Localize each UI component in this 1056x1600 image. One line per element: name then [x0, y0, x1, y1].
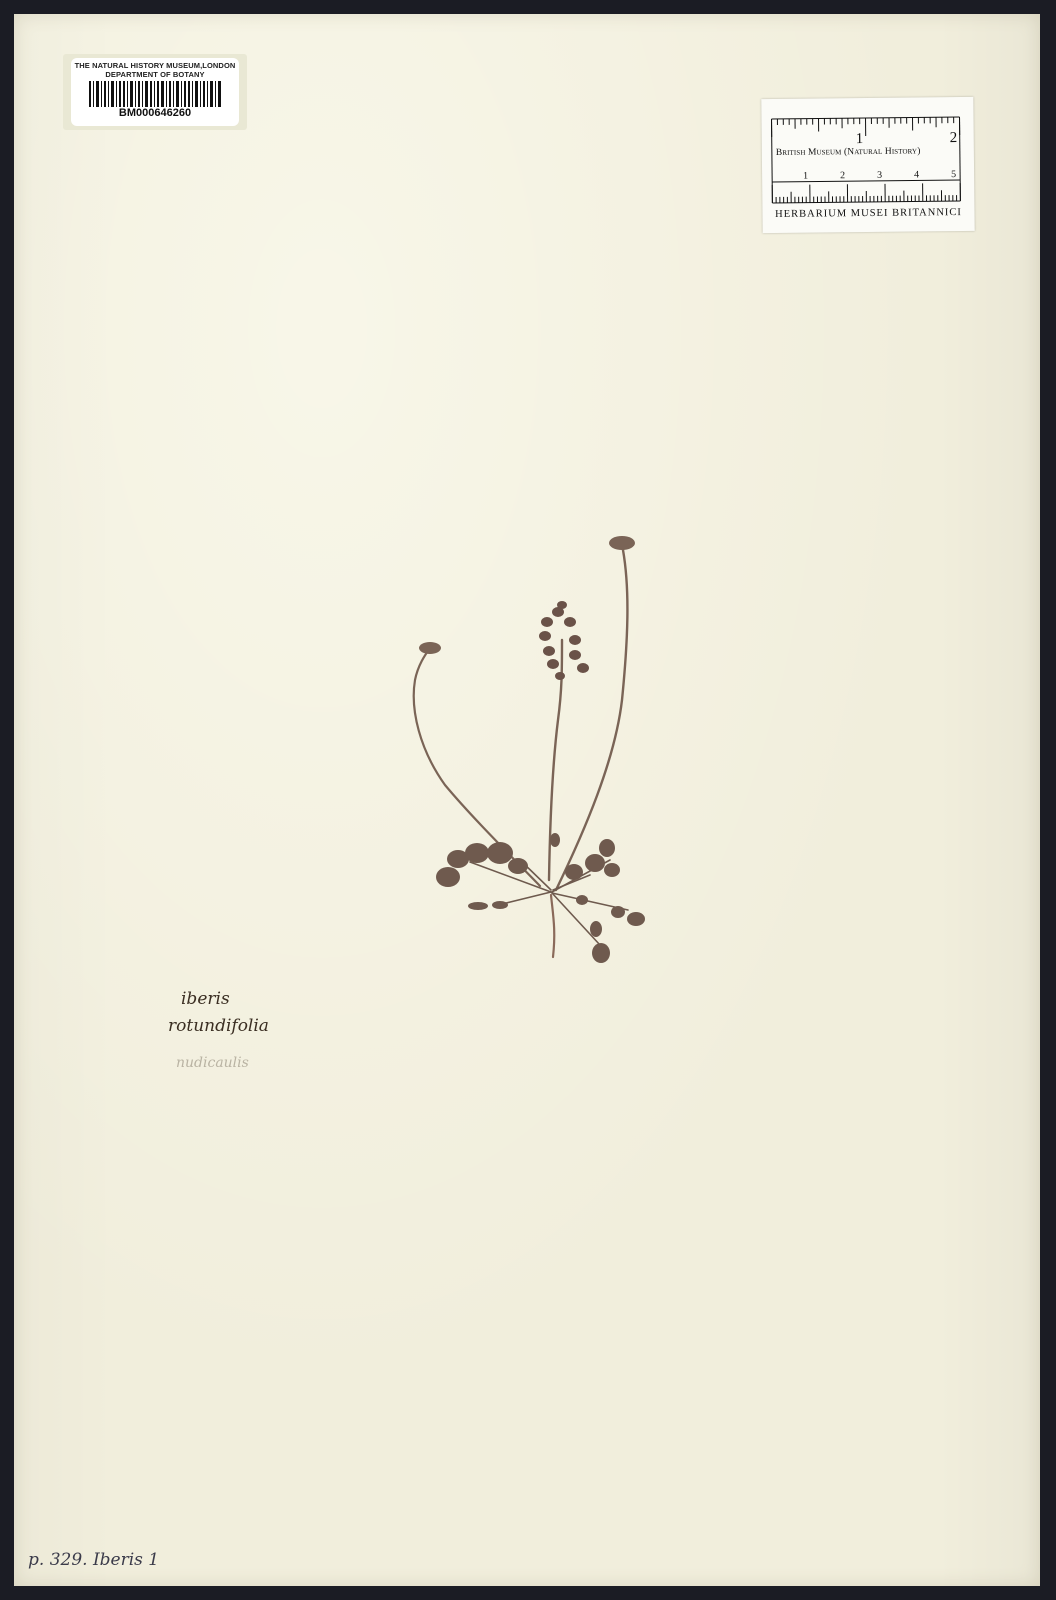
inch-mark-2: 2: [949, 130, 958, 147]
catalog-number: BM000646260: [118, 107, 192, 119]
department-text: DEPARTMENT OF BOTANY: [105, 70, 205, 79]
inch-mark-1: 1: [855, 131, 864, 148]
handwritten-genus: iberis: [181, 989, 230, 1009]
herbarium-name: HERBARIUM MUSEI BRITANNICI: [775, 207, 962, 220]
cm-mark-4: 4: [914, 169, 920, 181]
museum-name: British Museum (Natural History): [775, 146, 921, 158]
basal-leaves: [436, 833, 645, 963]
page-reference: p. 329. Iberis 1: [28, 1550, 160, 1570]
cm-mark-5: 5: [951, 169, 957, 181]
cm-mark-1: 1: [803, 170, 809, 182]
right-flower-stalk: [556, 550, 627, 890]
cm-mark-3: 3: [877, 169, 883, 181]
cm-mark-2: 2: [840, 170, 846, 182]
pencil-note: nudicaulis: [176, 1055, 249, 1071]
institution-text: THE NATURAL HISTORY MUSEUM,LONDON: [74, 61, 236, 70]
root: [551, 895, 554, 957]
flower-heads: [419, 536, 635, 654]
handwritten-species: rotundifolia: [168, 1016, 269, 1036]
center-raceme: [539, 601, 589, 680]
